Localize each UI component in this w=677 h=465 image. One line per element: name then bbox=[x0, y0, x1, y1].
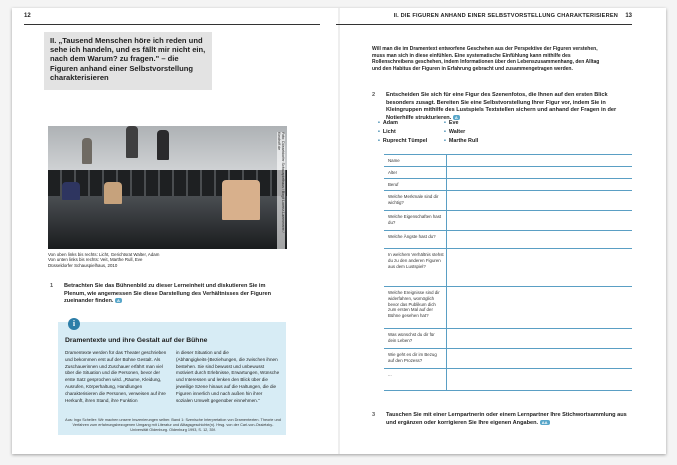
table-row bbox=[384, 231, 632, 249]
left-page-number: 12 bbox=[24, 13, 31, 19]
answer-cell[interactable] bbox=[446, 179, 632, 190]
profile-table bbox=[384, 154, 632, 391]
table-row bbox=[384, 155, 632, 167]
row-label: Beruf bbox=[388, 182, 399, 187]
left-page-header bbox=[24, 13, 320, 25]
info-box-column-1: Dramentexte werden für das Theater geschrieben und bekommen erst auf der Bühne Gestalt. Als Zuschauerinnen und Zuschauer erfährt man viel über die Situation und die Personen, bevor der erste Satz gesprochen wird. „Räume, Kleidung, Ausrufen, Körperhaltung, Handlungen charakterisieren die Personen, verweisen auf ihre Herkunft, ihren Stand, ihre Funktion bbox=[65, 350, 167, 403]
answer-cell[interactable] bbox=[446, 369, 632, 390]
answer-cell[interactable] bbox=[446, 211, 632, 230]
row-label: Welche Ereignisse sind dir widerfahren, womöglich bevor das Publikum dich zum ersten Mal auf der Bühne gesehen hat? bbox=[388, 290, 440, 319]
table-row bbox=[384, 179, 632, 191]
info-box-column-2: in dieser Situation und die (Abhängigkeits-)Beziehungen, die zwischen ihnen bestehen. Sie sind bewusst und unbewusst motiviert durch Erlebnisse, Erwartungen, Wünsche und Interessen und lenken den Blick über die jeweilige Szene hinaus auf die Haltungen, die die Figuren innerlich und nach außen hin ihrer sozialen Umwelt gegenüber einnehmen." bbox=[176, 350, 280, 403]
row-label: Welche Ängste hast du? bbox=[388, 234, 436, 239]
chapter-heading-box bbox=[44, 32, 212, 90]
table-row bbox=[384, 211, 632, 231]
right-page-header bbox=[336, 13, 632, 25]
task-2-badge: A bbox=[453, 115, 460, 120]
task-1-badge: A bbox=[115, 298, 122, 303]
table-row bbox=[384, 329, 632, 349]
answer-cell[interactable] bbox=[446, 287, 632, 328]
table-row bbox=[384, 249, 632, 287]
answer-cell[interactable] bbox=[446, 155, 632, 166]
row-label: ... bbox=[388, 372, 392, 377]
intro-text: Will man die im Dramentext entworfene Geschehen aus der Perspektive der Figuren verstehen, muss man sich in diese einfühlen. Eine systematische Einfühlung kann mithilfe des Rollenschreibens geschehen, indem Informationen über den Lebenszusammenhang, den Alltag und den Habitus der Figuren in Erfahrung gebracht und zusammengetragen werden. bbox=[372, 46, 600, 72]
task-3 bbox=[372, 412, 630, 427]
row-label: Name bbox=[388, 158, 400, 163]
row-label: Welche Merkmale sind dir wichtig? bbox=[388, 194, 439, 205]
info-box bbox=[58, 319, 286, 435]
answer-cell[interactable] bbox=[446, 329, 632, 348]
character-item: • Ruprecht Tümpel bbox=[378, 138, 427, 144]
answer-cell[interactable] bbox=[446, 191, 632, 210]
photo-figure-licht bbox=[82, 138, 92, 164]
table-row bbox=[384, 287, 632, 329]
table-row bbox=[384, 349, 632, 369]
answer-cell[interactable] bbox=[446, 231, 632, 248]
task-1-text: Betrachten Sie das Bühnenbild zu dieser Lerneinheit und diskutieren Sie im Plenum, wie angemessen Sie diese Darstellung des Verhältnisses der Figuren zueinander finden. bbox=[64, 283, 272, 305]
character-item: • Walter bbox=[444, 129, 465, 135]
answer-cell[interactable] bbox=[446, 167, 632, 178]
task-3-text: Tauschen Sie mit einer Lernpartnerin oder einem Lernpartner Ihre Stichwortsammlung aus und ergänzen oder korrigieren Sie Ihre eigenen Angaben. bbox=[386, 412, 627, 426]
table-row bbox=[384, 369, 632, 391]
photo-figure-marthe bbox=[104, 182, 122, 204]
info-box-title: Dramentexte und ihre Gestalt auf der Bühne bbox=[65, 337, 208, 344]
photo-credit: Foto: Düsseldorfer Schauspielhaus / Birgit Lorenz-Laemmerer / Kinohoff.de bbox=[277, 132, 285, 249]
answer-cell[interactable] bbox=[446, 349, 632, 368]
photo-figure-walter bbox=[126, 126, 138, 158]
book-gutter bbox=[338, 8, 340, 454]
photo-caption: Von oben links bis rechts: Licht, Gerichtsrat Walter, Adam Von unten links bis rechts: Veit, Marthe Rull, Eve Düsseldorfer Schauspielhaus, 2010 bbox=[48, 252, 160, 268]
row-label: Welche Eigenschaften hast du? bbox=[388, 214, 442, 225]
task-1 bbox=[50, 283, 284, 306]
task-2-text: Entscheiden Sie sich für eine Figur des Szenenfotos, die Ihnen auf den ersten Blick besonders zusagt. Bereiten Sie eine Selbstvorstellung Ihrer Figur vor, indem Sie in Kleingruppen mithilfe des Lustspiels Textstellen sichern und anhand der Fragen in der Notierhilfe strukturieren. bbox=[386, 92, 617, 121]
info-icon: i bbox=[68, 318, 80, 330]
info-box-source: Aus: Ingo Scheller: Wir machen unsere Inszenierungen selber. Band 1: Szenische Interpretation von Dramentexten. Theorie und Verfahren zum erfahrungsbezogenen Umgang mit Literatur und Alltagsgeschichte(n). Hrsg. von der Carl-von-Ossietzky-Universität Oldenburg. Oldenburg 1993, S. 12, 35f. bbox=[65, 418, 281, 432]
chapter-heading: II. „Tausend Menschen höre ich reden und sehe ich handeln, und es fällt mir nicht ein, nach dem Warum? zu fragen." – die Figuren anhand einer Selbstvorstellung charakterisieren bbox=[50, 36, 206, 82]
table-row bbox=[384, 167, 632, 179]
table-row bbox=[384, 191, 632, 211]
right-page-number: 13 bbox=[625, 13, 632, 19]
character-item: • Adam bbox=[378, 120, 398, 126]
character-item: • Marthe Rull bbox=[444, 138, 478, 144]
answer-cell[interactable] bbox=[446, 249, 632, 286]
photo-figure-adam bbox=[157, 130, 169, 160]
character-item: • Licht bbox=[378, 129, 396, 135]
task-1-number: 1 bbox=[50, 283, 54, 289]
running-title: II. DIE FIGUREN ANHAND EINER SELBSTVORSTELLUNG CHARAKTERISIEREN bbox=[393, 13, 618, 19]
row-label: Was wünschst du dir für dein Leben? bbox=[388, 332, 435, 343]
photo-figure-eve bbox=[222, 180, 260, 220]
photo-figure-veit bbox=[62, 182, 80, 200]
task-2-number: 2 bbox=[372, 92, 376, 98]
task-3-number: 3 bbox=[372, 412, 376, 418]
task-3-badge: AA bbox=[540, 420, 550, 425]
row-label: Alter bbox=[388, 170, 398, 175]
row-label: Wie geht es dir im Bezug auf den Prozess? bbox=[388, 352, 437, 363]
row-label: In welchem Verhältnis stehst du zu den anderen Figuren aus dem Lustspiel? bbox=[388, 252, 444, 269]
stage-photo bbox=[48, 126, 287, 249]
character-item: • Eve bbox=[444, 120, 458, 126]
task-2 bbox=[372, 92, 630, 122]
